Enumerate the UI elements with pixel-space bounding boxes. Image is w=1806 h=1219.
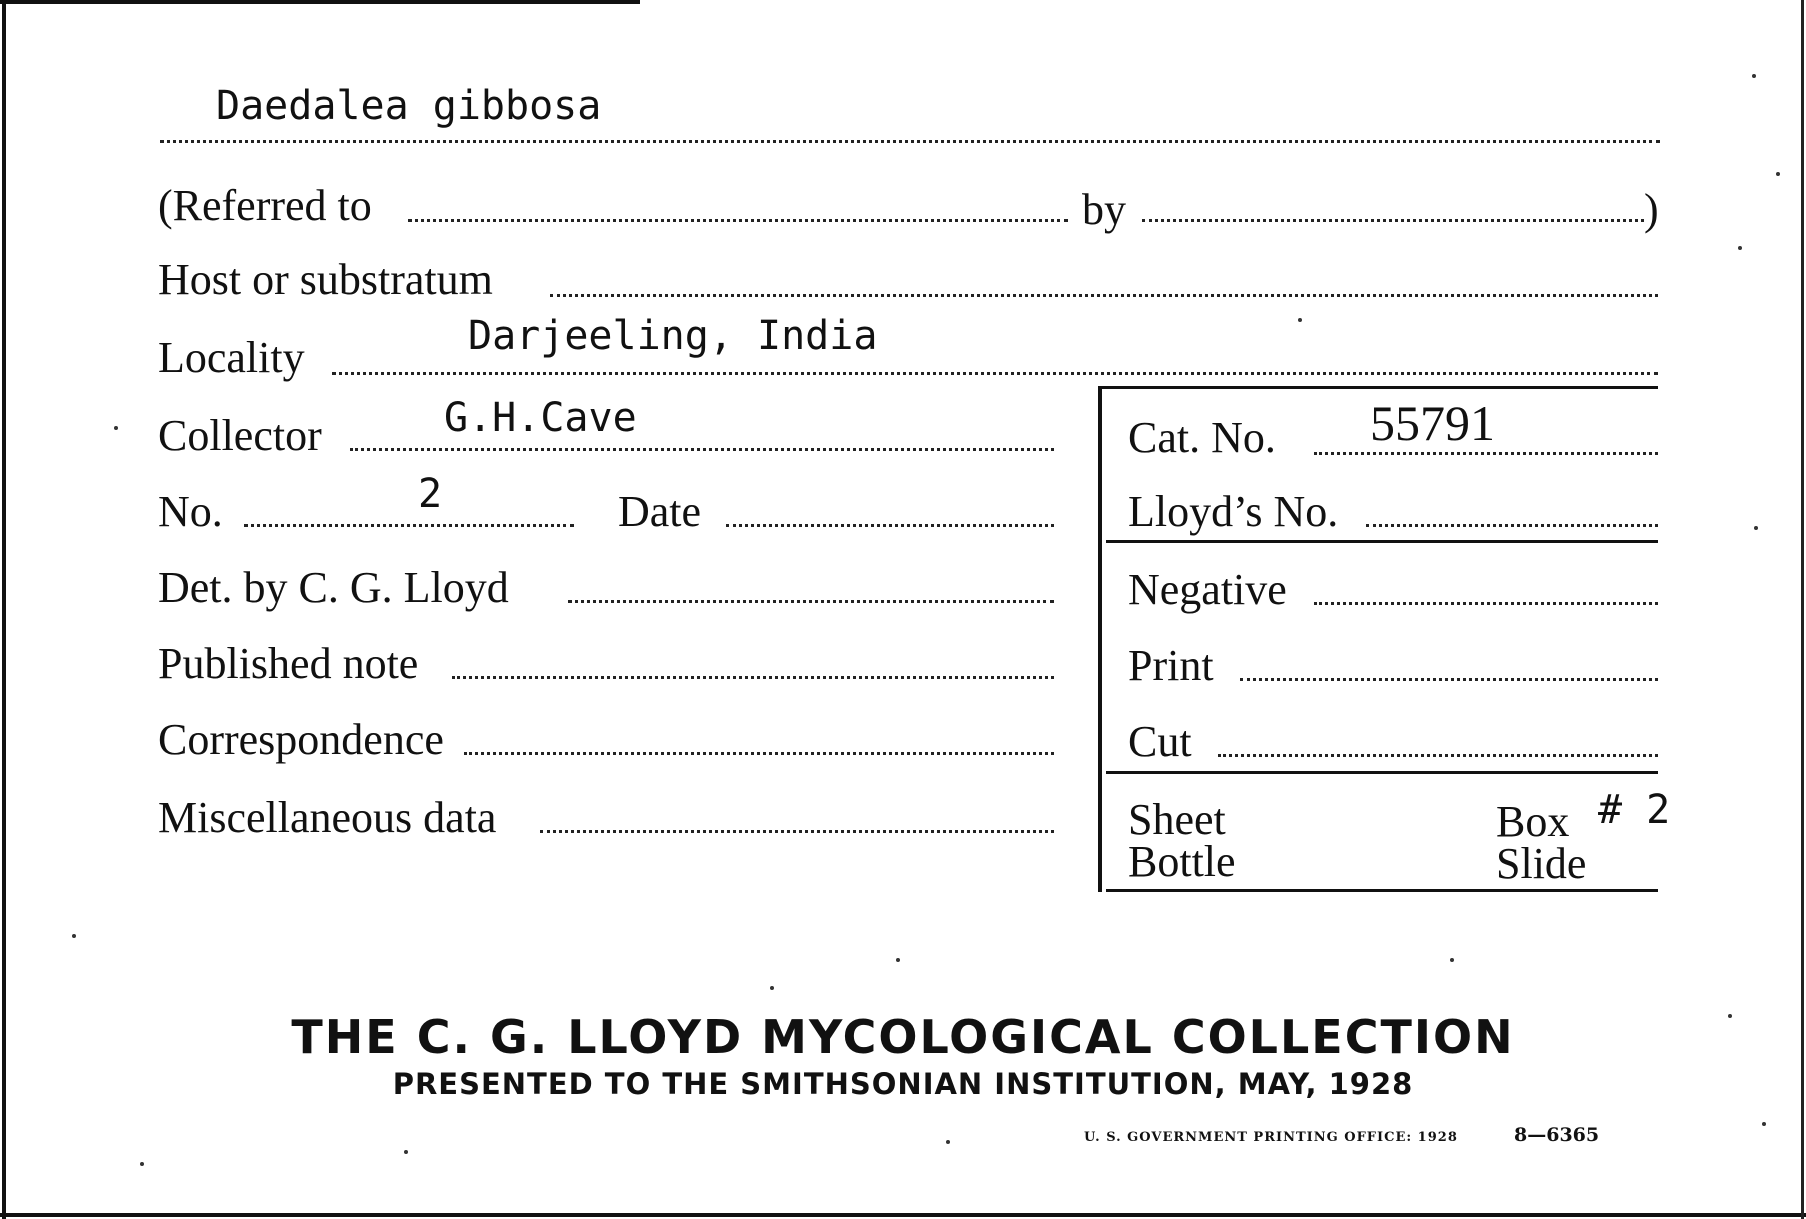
box-value: # 2: [1598, 787, 1671, 833]
scan-speck: [1738, 246, 1742, 250]
scan-speck: [404, 1150, 408, 1154]
lloyds-no-line: [1366, 524, 1658, 527]
locality-line: [332, 372, 1658, 375]
collector-line: [350, 448, 1054, 451]
collector-value: G.H.Cave: [444, 395, 637, 441]
no-value: 2: [418, 471, 443, 517]
date-line: [726, 524, 1054, 527]
sheet-label: Sheet: [1128, 795, 1226, 844]
negative-label: Negative: [1128, 565, 1287, 614]
printer-imprint: U. S. GOVERNMENT PRINTING OFFICE: 1928: [1084, 1130, 1458, 1145]
print-label: Print: [1128, 641, 1214, 690]
det-by-label: Det. by C. G. Lloyd: [158, 563, 509, 612]
catalog-box-bottom-rule: [1106, 889, 1658, 892]
by-line: [1142, 219, 1644, 222]
scan-speck: [1728, 1014, 1732, 1018]
scan-speck: [946, 1140, 950, 1144]
card-border-bottom: [0, 1213, 1806, 1217]
collection-title: THE C. G. LLOYD MYCOLOGICAL COLLECTION: [291, 1010, 1515, 1064]
host-line: [550, 294, 1658, 297]
scan-speck: [1298, 318, 1302, 322]
referred-to-line: [408, 219, 1068, 222]
bottle-label: Bottle: [1128, 837, 1236, 886]
scan-speck: [1754, 526, 1758, 530]
catalog-box-left-rule: [1098, 386, 1102, 892]
specimen-name: Daedalea gibbosa: [216, 83, 602, 129]
catalog-box-rule-1: [1106, 540, 1658, 543]
locality-label: Locality: [158, 333, 305, 382]
cat-no-line: [1314, 452, 1658, 455]
cat-no-value: 55791: [1370, 395, 1495, 451]
no-line: [244, 524, 574, 527]
specimen-name-line: [160, 140, 1660, 143]
print-line: [1240, 678, 1658, 681]
scan-speck: [1450, 958, 1454, 962]
published-note-label: Published note: [158, 639, 419, 688]
negative-line: [1314, 602, 1658, 605]
collector-label: Collector: [158, 411, 322, 460]
box-label: Box: [1496, 797, 1570, 846]
cat-no-label: Cat. No.: [1128, 413, 1276, 462]
cut-label: Cut: [1128, 717, 1192, 766]
host-label: Host or substratum: [158, 255, 493, 304]
det-by-line: [568, 600, 1054, 603]
form-number: 8—6365: [1514, 1124, 1600, 1146]
misc-data-line: [540, 830, 1054, 833]
scan-speck: [140, 1162, 144, 1166]
card-border-top: [0, 0, 640, 4]
correspondence-line: [464, 752, 1054, 755]
locality-value: Darjeeling, India: [468, 313, 878, 359]
by-label: by: [1082, 185, 1126, 234]
date-label: Date: [618, 487, 702, 536]
scan-speck: [1752, 74, 1756, 78]
collection-subtitle: PRESENTED TO THE SMITHSONIAN INSTITUTION, MAY, 1928: [392, 1067, 1414, 1101]
referred-to-label: (Referred to: [158, 181, 372, 230]
correspondence-label: Correspondence: [158, 715, 444, 764]
published-note-line: [452, 676, 1054, 679]
close-paren: ): [1644, 185, 1659, 234]
cut-line: [1218, 754, 1658, 757]
catalog-box-top-rule: [1102, 386, 1658, 389]
scan-speck: [72, 934, 76, 938]
no-label: No.: [158, 487, 223, 536]
lloyds-no-label: Lloyd’s No.: [1128, 487, 1339, 536]
scan-speck: [896, 958, 900, 962]
scan-speck: [114, 426, 118, 430]
scan-speck: [1762, 1122, 1766, 1126]
catalog-box-rule-2: [1106, 771, 1658, 774]
misc-data-label: Miscellaneous data: [158, 793, 497, 842]
slide-label: Slide: [1496, 839, 1587, 888]
scan-speck: [770, 986, 774, 990]
scan-speck: [1776, 172, 1780, 176]
